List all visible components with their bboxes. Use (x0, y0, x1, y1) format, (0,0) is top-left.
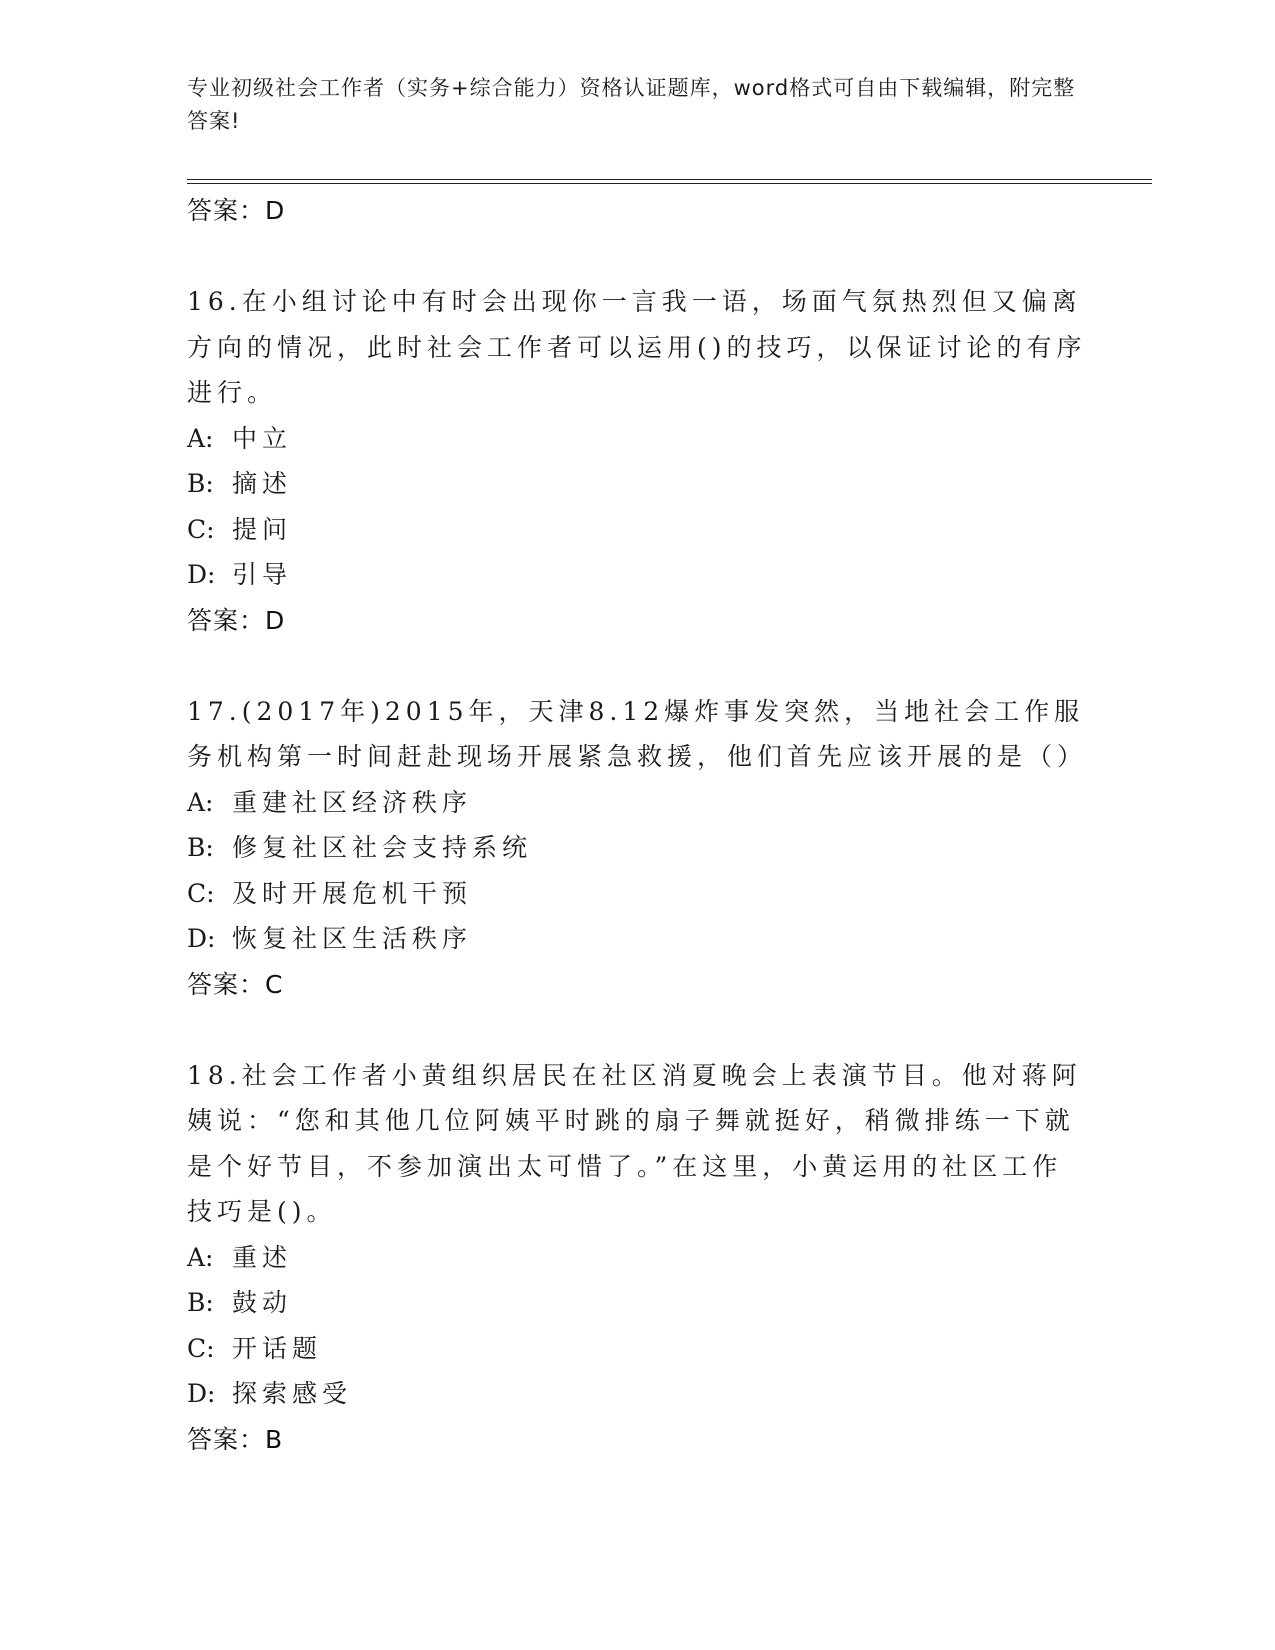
option-text: 引导 (232, 560, 293, 589)
option-key: B: (187, 469, 214, 498)
question-text: 17.(2017年)2015年，天津8.12爆炸事发突然，当地社会工作服务机构第一时间赶赴现场开展紧急救援，他们首先应该开展的是（） (187, 696, 1088, 771)
option-c (187, 1326, 1087, 1372)
option-text: 中立 (232, 423, 293, 453)
option-key: C: (187, 514, 215, 544)
option-key: A: (187, 1242, 214, 1272)
option-d (187, 1371, 1087, 1417)
header-divider (187, 179, 1152, 180)
option-key: C: (187, 878, 215, 908)
option-key: B: (187, 833, 214, 862)
option-key: A: (187, 423, 214, 453)
option-key: D: (187, 924, 216, 953)
option-b (187, 825, 1087, 871)
option-text: 恢复社区生活秩序 (232, 924, 473, 953)
question-text: 18.社会工作者小黄组织居民在社区消夏晚会上表演节目。他对蒋阿姨说：“您和其他几位阿姨平时跳的扇子舞就挺好，稍微排练一下就是个好节目，不参加演出太可惜了。”在这里，小黄运用的社区工作技巧是()。 (187, 1060, 1082, 1226)
header-title: 专业初级社会工作者（实务+综合能力）资格认证题库，word格式可自由下载编辑，附完整答案! (187, 76, 1076, 133)
option-text: 及时开展危机干预 (232, 878, 473, 908)
option-key: D: (187, 1379, 216, 1408)
option-c (187, 871, 1087, 917)
option-key: B: (187, 1288, 214, 1317)
question-item (187, 279, 1087, 644)
option-b (187, 1280, 1087, 1326)
option-key: A: (187, 787, 214, 817)
answer-line: 答案：D (187, 605, 286, 635)
option-text: 开话题 (232, 1333, 323, 1363)
option-key: D: (187, 560, 216, 589)
option-key: C: (187, 1333, 215, 1363)
answer-line: 答案：C (187, 969, 284, 999)
option-a (187, 1235, 1087, 1281)
page-header (187, 72, 1087, 138)
option-d (187, 916, 1087, 962)
option-a (187, 780, 1087, 826)
option-text: 重述 (232, 1242, 293, 1272)
question-item (187, 689, 1087, 1008)
option-d (187, 552, 1087, 598)
option-b (187, 461, 1087, 507)
option-text: 修复社区社会支持系统 (232, 833, 533, 862)
question-text: 16.在小组讨论中有时会出现你一言我一语，场面气氛热烈但又偏离方向的情况，此时社会工作者可以运用()的技巧，以保证讨论的有序进行。 (187, 287, 1087, 407)
option-text: 摘述 (232, 469, 293, 498)
question-item (187, 1053, 1087, 1463)
question-list (187, 188, 1087, 1463)
option-c (187, 507, 1087, 553)
option-text: 鼓动 (232, 1288, 293, 1317)
option-text: 提问 (232, 514, 293, 544)
option-text: 重建社区经济秩序 (232, 787, 473, 817)
option-a (187, 416, 1087, 462)
header-divider-double (187, 183, 1152, 184)
answer-line: 答案：D (187, 196, 286, 225)
option-text: 探索感受 (232, 1379, 353, 1408)
answer-line: 答案：B (187, 1424, 284, 1454)
